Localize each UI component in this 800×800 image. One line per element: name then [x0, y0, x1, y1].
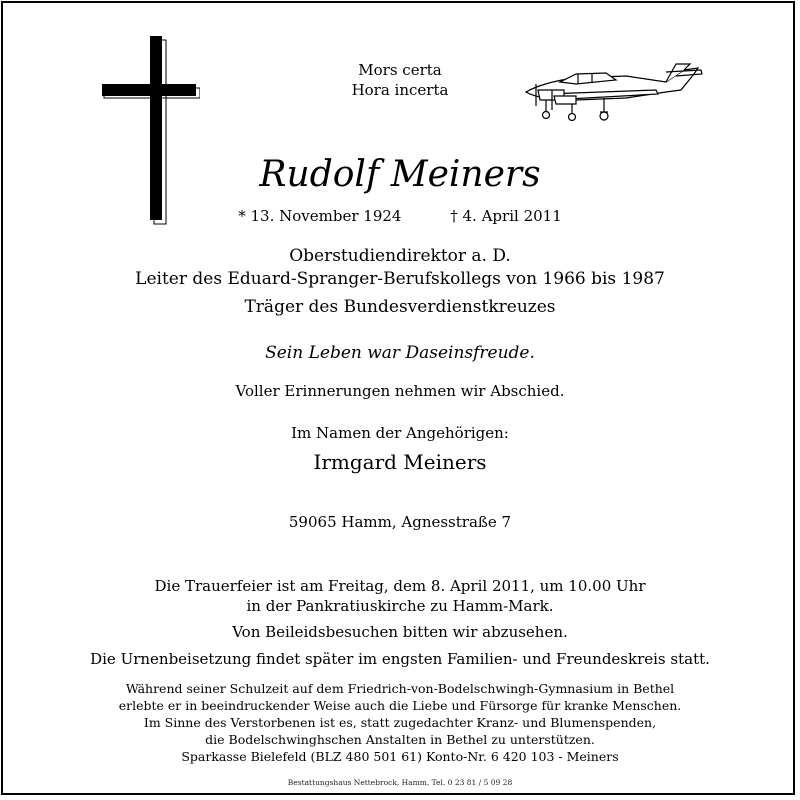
service-line-2: in der Pankratiuskirche zu Hamm-Mark.: [246, 597, 554, 615]
quote: Sein Leben war Daseinsfreude.: [265, 343, 535, 363]
motto-line-1: Mors certa: [358, 61, 442, 79]
title-line-2: Leiter des Eduard-Spranger-Berufskollegs von 1966 bis 1987: [135, 269, 665, 289]
urn-burial-note: Die Urnenbeisetzung findet später im engsten Familien- und Freundeskreis statt.: [90, 650, 710, 668]
donation-note: [0, 680, 800, 765]
service-line-1: Die Trauerfeier ist am Freitag, dem 8. April 2011, um 10.00 Uhr: [154, 577, 646, 595]
airplane-icon: [516, 60, 706, 130]
deceased-name: Rudolf Meiners: [259, 154, 541, 195]
no-visits-note: Von Beileidsbesuchen bitten wir abzusehen.: [232, 623, 568, 641]
farewell-text: Voller Erinnerungen nehmen wir Abschied.: [235, 382, 565, 400]
mourner-name: Irmgard Meiners: [313, 450, 487, 474]
funeral-service: [0, 576, 800, 616]
on-behalf-text: Im Namen der Angehörigen:: [291, 424, 509, 442]
donation-line-5: Sparkasse Bielefeld (BLZ 480 501 61) Konto-Nr. 6 420 103 - Meiners: [181, 749, 619, 764]
death-date: † 4. April 2011: [450, 207, 562, 225]
donation-line-3: Im Sinne des Verstorbenen ist es, statt zugedachter Kranz- und Blumenspenden,: [143, 715, 657, 730]
donation-line-2: erlebte er in beeindruckender Weise auch die Liebe und Fürsorge für kranke Menschen.: [118, 698, 682, 713]
title-line-3: Träger des Bundesverdienstkreuzes: [244, 297, 556, 317]
address: 59065 Hamm, Agnesstraße 7: [288, 513, 512, 531]
life-dates: [0, 206, 800, 226]
title-line-1: Oberstudiendirektor a. D.: [289, 246, 511, 266]
donation-line-1: Während seiner Schulzeit auf dem Friedrich-von-Bodelschwingh-Gymnasium in Bethel: [125, 681, 675, 696]
funeral-home-footer: Bestattungshaus Nettebrock, Hamm, Tel. 0 23 81 / 5 09 28: [287, 778, 513, 787]
motto: [300, 60, 500, 100]
motto-line-2: Hora incerta: [351, 81, 449, 99]
birth-date: * 13. November 1924: [238, 207, 402, 225]
donation-line-4: die Bodelschwinghschen Anstalten in Bethel zu unterstützen.: [205, 732, 595, 747]
